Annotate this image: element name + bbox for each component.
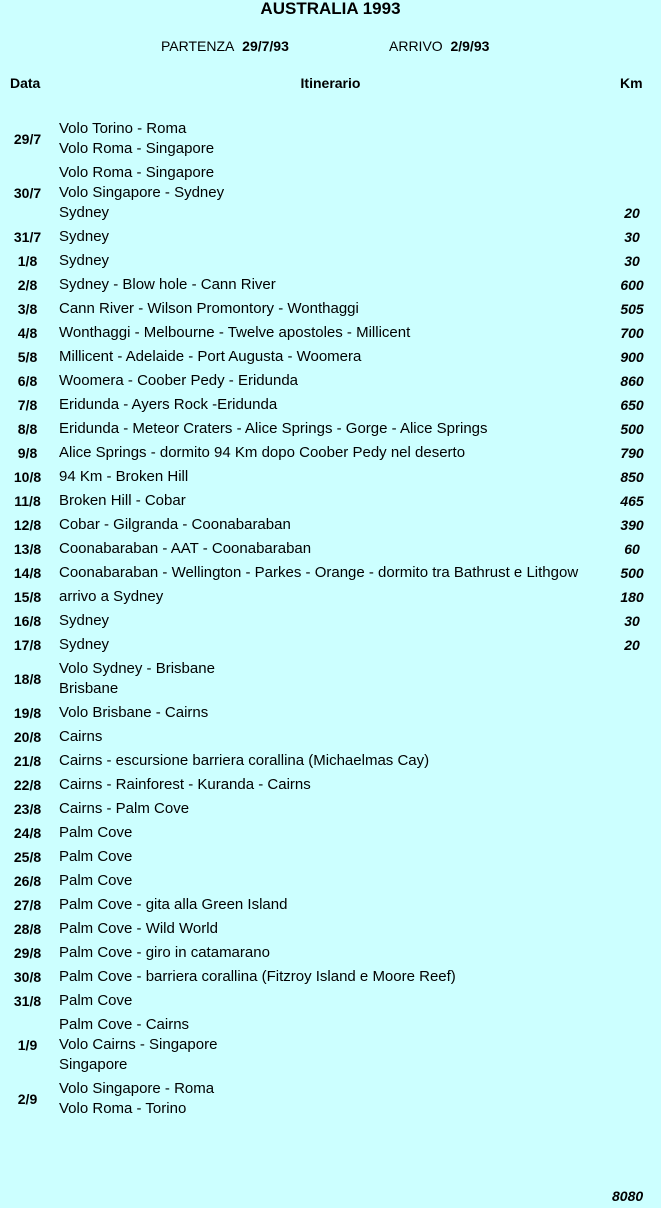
itinerary-line: Singapore [59,1056,128,1073]
row-date: 31/8 [13,993,42,1009]
itinerary-line: Palm Cove - Cairns [59,1016,190,1033]
row-itinerary [55,163,603,223]
page-title: AUSTRALIA 1993 [260,0,401,18]
row-itinerary [55,871,603,891]
row-km: 465 [620,493,644,509]
table-row [0,774,661,798]
row-km: 700 [620,325,644,341]
row-itinerary [55,919,603,939]
row-itinerary [55,323,603,343]
itinerary-line: Eridunda - Meteor Craters - Alice Springs - Gorge - Alice Springs [59,420,488,437]
arrival-label: ARRIVO [389,38,443,54]
itinerary-line: Volo Roma - Singapore [59,140,215,157]
row-date: 10/8 [13,469,42,485]
row-date: 30/7 [13,185,42,201]
itinerary-line: arrivo a Sydney [59,588,164,605]
row-date: 27/8 [13,897,42,913]
itinerary-line: Sydney [59,228,110,245]
departure-date: 29/7/93 [242,38,289,54]
row-date: 12/8 [13,517,42,533]
itinerary-line: Palm Cove [59,992,133,1009]
row-date: 19/8 [13,705,42,721]
departure-label: PARTENZA [161,38,235,54]
table-row [0,250,661,274]
total-km: 8080 [612,1188,644,1204]
itinerary-line: Palm Cove - gita alla Green Island [59,896,288,913]
table-row [0,846,661,870]
column-header-data: Data [10,75,41,91]
row-itinerary [55,611,603,631]
row-km: 60 [624,541,640,557]
row-km: 505 [620,301,644,317]
row-km: 390 [620,517,644,533]
row-km: 650 [620,397,644,413]
itinerary-line: Palm Cove - barriera corallina (Fitzroy Island e Moore Reef) [59,968,456,985]
row-itinerary [55,1079,603,1119]
itinerary-line: Volo Sydney - Brisbane [59,660,215,677]
table-row [0,894,661,918]
row-date: 25/8 [13,849,42,865]
row-itinerary [55,775,603,795]
row-km: 850 [620,469,644,485]
row-date: 7/8 [17,397,38,413]
table-row [0,942,661,966]
table-row [0,466,661,490]
table-row [0,442,661,466]
row-date: 15/8 [13,589,42,605]
itinerary-line: Palm Cove [59,872,133,889]
row-km: 30 [624,613,640,629]
row-itinerary [55,991,603,1011]
row-itinerary [55,943,603,963]
row-itinerary [55,119,603,159]
row-km: 600 [620,277,644,293]
row-date: 17/8 [13,637,42,653]
table-row [0,562,661,586]
row-km: 500 [620,565,644,581]
table-row [0,586,661,610]
itinerary-line: Palm Cove [59,848,133,865]
row-km: 20 [624,205,640,221]
departure-info [161,38,289,54]
arrival-info [389,38,489,54]
row-km: 30 [624,253,640,269]
table-row [0,322,661,346]
row-km: 30 [624,229,640,245]
row-itinerary [55,703,603,723]
itinerary-line: Sydney [59,636,110,653]
itinerary-line: Woomera - Coober Pedy - Eridunda [59,372,299,389]
row-km: 500 [620,421,644,437]
row-itinerary [55,467,603,487]
table-row [0,966,661,990]
row-date: 11/8 [14,493,41,509]
row-itinerary [55,563,603,583]
table-row [0,726,661,750]
row-date: 29/8 [13,945,42,961]
row-date: 14/8 [13,565,42,581]
table-row [0,274,661,298]
row-itinerary [55,659,603,699]
itinerary-line: Volo Singapore - Roma [59,1080,215,1097]
itinerary-line: Cobar - Gilgranda - Coonabaraban [59,516,291,533]
table-row [0,394,661,418]
table-row [0,514,661,538]
table-row [0,750,661,774]
row-km: 900 [620,349,644,365]
row-itinerary [55,895,603,915]
table-row [0,162,661,226]
table-row [0,418,661,442]
row-date: 1/9 [17,1037,38,1053]
itinerary-line: 94 Km - Broken Hill [59,468,189,485]
row-date: 30/8 [13,969,42,985]
row-date: 26/8 [13,873,42,889]
itinerary-line: Cairns - Rainforest - Kuranda - Cairns [59,776,311,793]
row-date: 29/7 [13,131,42,147]
table-row [0,118,661,162]
row-date: 16/8 [13,613,42,629]
row-km: 20 [624,637,640,653]
table-row [0,870,661,894]
itinerary-line: Volo Cairns - Singapore [59,1036,218,1053]
row-itinerary [55,251,603,271]
row-date: 5/8 [17,349,38,365]
row-itinerary [55,799,603,819]
itinerary-line: Cairns - escursione barriera corallina (Michaelmas Cay) [59,752,430,769]
itinerary-line: Sydney [59,252,110,269]
itinerary-line: Cann River - Wilson Promontory - Wonthaggi [59,300,359,317]
itinerary-line: Palm Cove - giro in catamarano [59,944,270,961]
row-km: 180 [620,589,644,605]
row-km: 790 [620,445,644,461]
row-date: 8/8 [17,421,38,437]
table-row [0,538,661,562]
row-date: 1/8 [17,253,38,269]
table-row [0,918,661,942]
row-date: 31/7 [13,229,42,245]
itinerary-line: Palm Cove [59,824,133,841]
row-itinerary [55,1015,603,1075]
row-date: 23/8 [13,801,42,817]
itinerary-table [0,118,661,1122]
itinerary-line: Brisbane [59,680,119,697]
itinerary-line: Coonabaraban - AAT - Coonabaraban [59,540,312,557]
row-date: 6/8 [17,373,38,389]
row-date: 2/9 [17,1091,38,1107]
table-row [0,226,661,250]
row-date: 4/8 [17,325,38,341]
row-itinerary [55,491,603,511]
row-itinerary [55,823,603,843]
itinerary-line: Sydney [59,204,110,221]
itinerary-line: Sydney - Blow hole - Cann River [59,276,276,293]
table-row [0,658,661,702]
row-itinerary [55,967,603,987]
itinerary-line: Wonthaggi - Melbourne - Twelve apostoles - Millicent [59,324,411,341]
table-row [0,798,661,822]
row-date: 3/8 [17,301,38,317]
row-itinerary [55,443,603,463]
itinerary-line: Volo Roma - Torino [59,1100,187,1117]
row-itinerary [55,635,603,655]
row-itinerary [55,395,603,415]
row-date: 24/8 [13,825,42,841]
row-date: 2/8 [17,277,38,293]
itinerary-line: Millicent - Adelaide - Port Augusta - Woomera [59,348,362,365]
row-date: 18/8 [13,671,42,687]
itinerary-line: Eridunda - Ayers Rock -Eridunda [59,396,278,413]
column-header-km: Km [620,75,643,91]
itinerary-line: Volo Singapore - Sydney [59,184,225,201]
row-itinerary [55,419,603,439]
table-row [0,1014,661,1078]
itinerary-line: Alice Springs - dormito 94 Km dopo Coober Pedy nel deserto [59,444,466,461]
arrival-date: 2/9/93 [450,38,490,54]
itinerary-line: Broken Hill - Cobar [59,492,186,509]
itinerary-line: Palm Cove - Wild World [59,920,218,937]
row-km: 860 [620,373,644,389]
row-date: 9/8 [17,445,38,461]
table-row [0,370,661,394]
itinerary-line: Sydney [59,612,110,629]
row-date: 20/8 [13,729,42,745]
itinerary-line: Cairns - Palm Cove [59,800,190,817]
row-date: 22/8 [13,777,42,793]
row-itinerary [55,227,603,247]
row-itinerary [55,347,603,367]
table-row [0,822,661,846]
table-row [0,610,661,634]
row-itinerary [55,587,603,607]
row-itinerary [55,515,603,535]
itinerary-line: Volo Brisbane - Cairns [59,704,209,721]
row-itinerary [55,275,603,295]
row-date: 13/8 [13,541,42,557]
table-row [0,702,661,726]
column-header-itinerario: Itinerario [300,75,361,91]
table-row [0,1078,661,1122]
itinerary-line: Volo Torino - Roma [59,120,187,137]
itinerary-line: Coonabaraban - Wellington - Parkes - Orange - dormito tra Bathrust e Lithgow [59,564,579,581]
row-itinerary [55,299,603,319]
row-itinerary [55,539,603,559]
itinerary-line: Volo Roma - Singapore [59,164,215,181]
table-row [0,990,661,1014]
row-itinerary [55,751,603,771]
row-itinerary [55,371,603,391]
table-row [0,634,661,658]
row-date: 28/8 [13,921,42,937]
row-itinerary [55,727,603,747]
table-row [0,298,661,322]
row-date: 21/8 [13,753,42,769]
table-row [0,490,661,514]
itinerary-line: Cairns [59,728,103,745]
row-itinerary [55,847,603,867]
table-row [0,346,661,370]
